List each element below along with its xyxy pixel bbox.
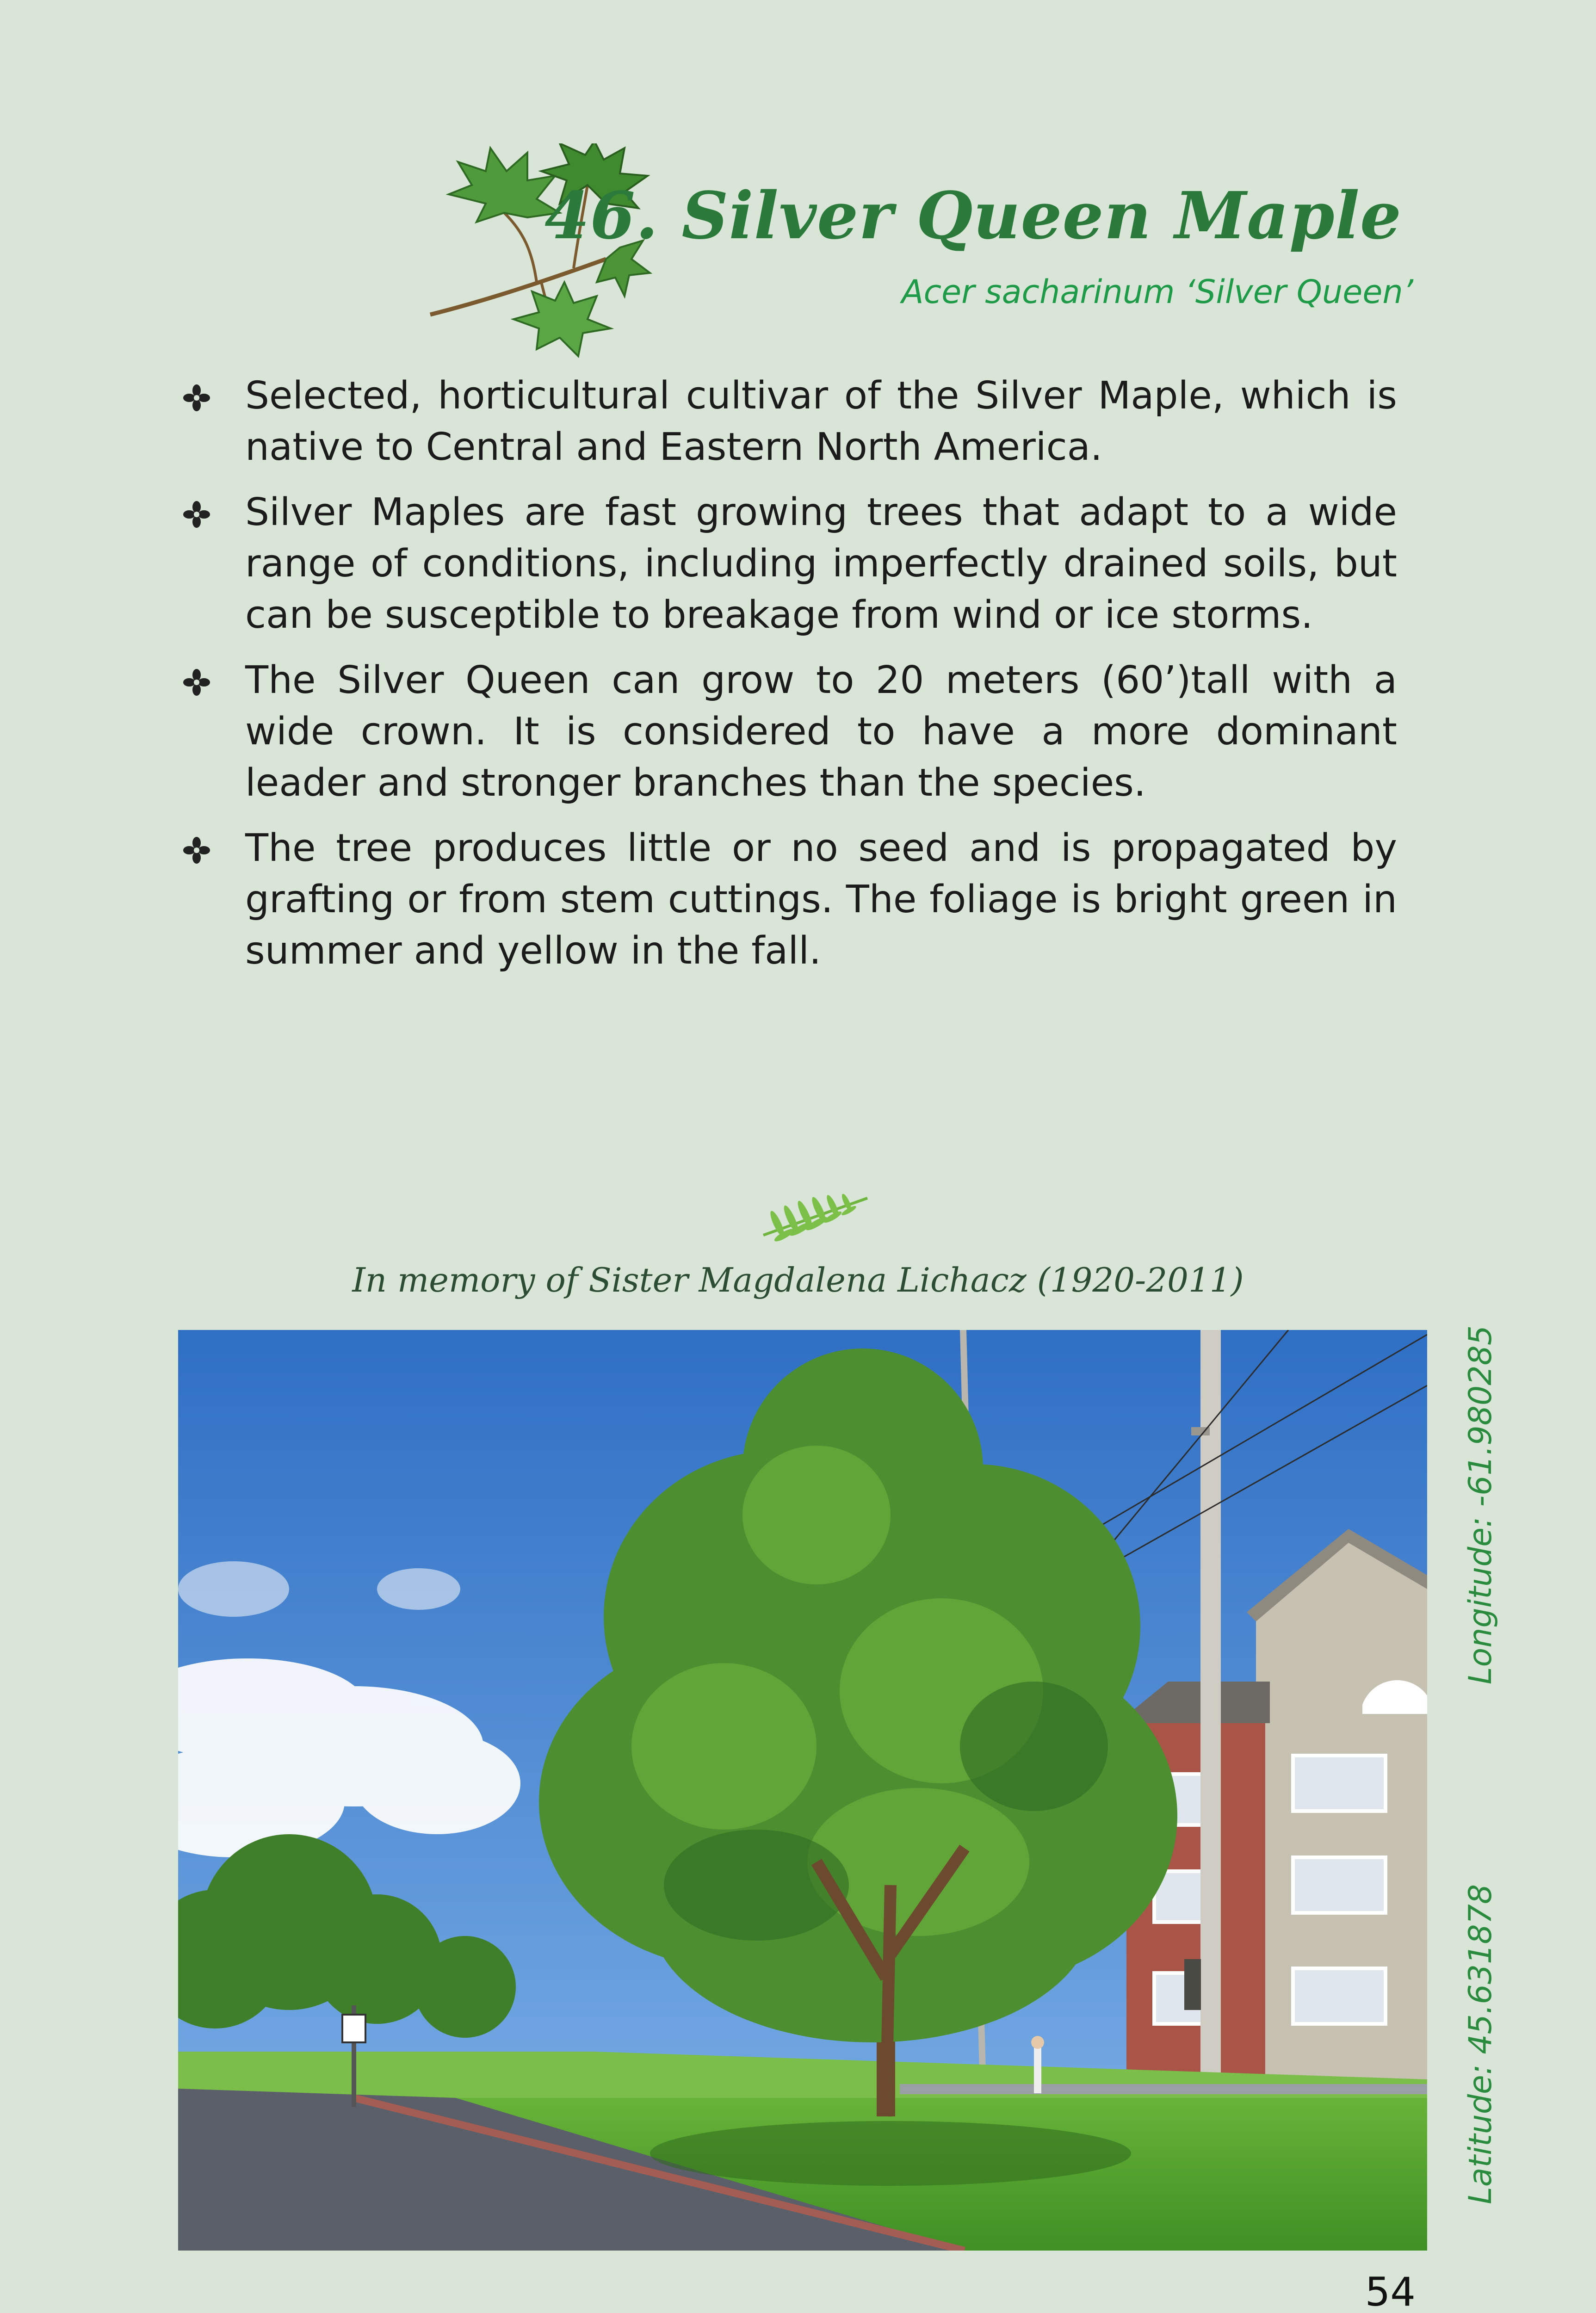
page-title: 46. Silver Queen Maple <box>544 178 1402 254</box>
flower-bullet-icon <box>183 836 210 864</box>
latitude-label: Latitude: 45.631878 <box>1462 1884 1499 2204</box>
list-item <box>183 487 1397 641</box>
flower-bullet-icon <box>183 501 210 528</box>
fact-list <box>183 370 1397 990</box>
list-item <box>183 655 1397 809</box>
fern-ornament-icon <box>759 1191 870 1242</box>
list-item-text: Selected, horticultural cultivar of the Silver Maple, which is native to Central and Eastern North America. <box>245 374 1397 469</box>
memorial-dedication: In memory of Sister Magdalena Lichacz (1920-2011) <box>352 1261 1244 1299</box>
scientific-name: Acer sacharinum ‘Silver Queen’ <box>901 273 1413 311</box>
list-item <box>183 370 1397 473</box>
flower-bullet-icon <box>183 384 210 412</box>
flower-bullet-icon <box>183 668 210 696</box>
list-item-text: Silver Maples are fast growing trees that adapt to a wide range of conditions, including imperfectly drained soils, but can be susceptible to breakage from wind or ice storms. <box>245 490 1397 637</box>
list-item-text: The tree produces little or no seed and is propagated by grafting or from stem cuttings. The foliage is bright green in summer and yellow in the fall. <box>245 826 1397 973</box>
gps-coordinates <box>1453 1325 1508 2204</box>
list-item <box>183 823 1397 977</box>
list-item-text: The Silver Queen can grow to 20 meters (60’)tall with a wide crown. It is considered to have a more dominant leader and stronger branches than the species. <box>245 658 1397 805</box>
tree-photo <box>178 1330 1427 2251</box>
longitude-label: Longitude: -61.980285 <box>1462 1325 1499 1685</box>
page-number: 54 <box>1365 2269 1416 2313</box>
